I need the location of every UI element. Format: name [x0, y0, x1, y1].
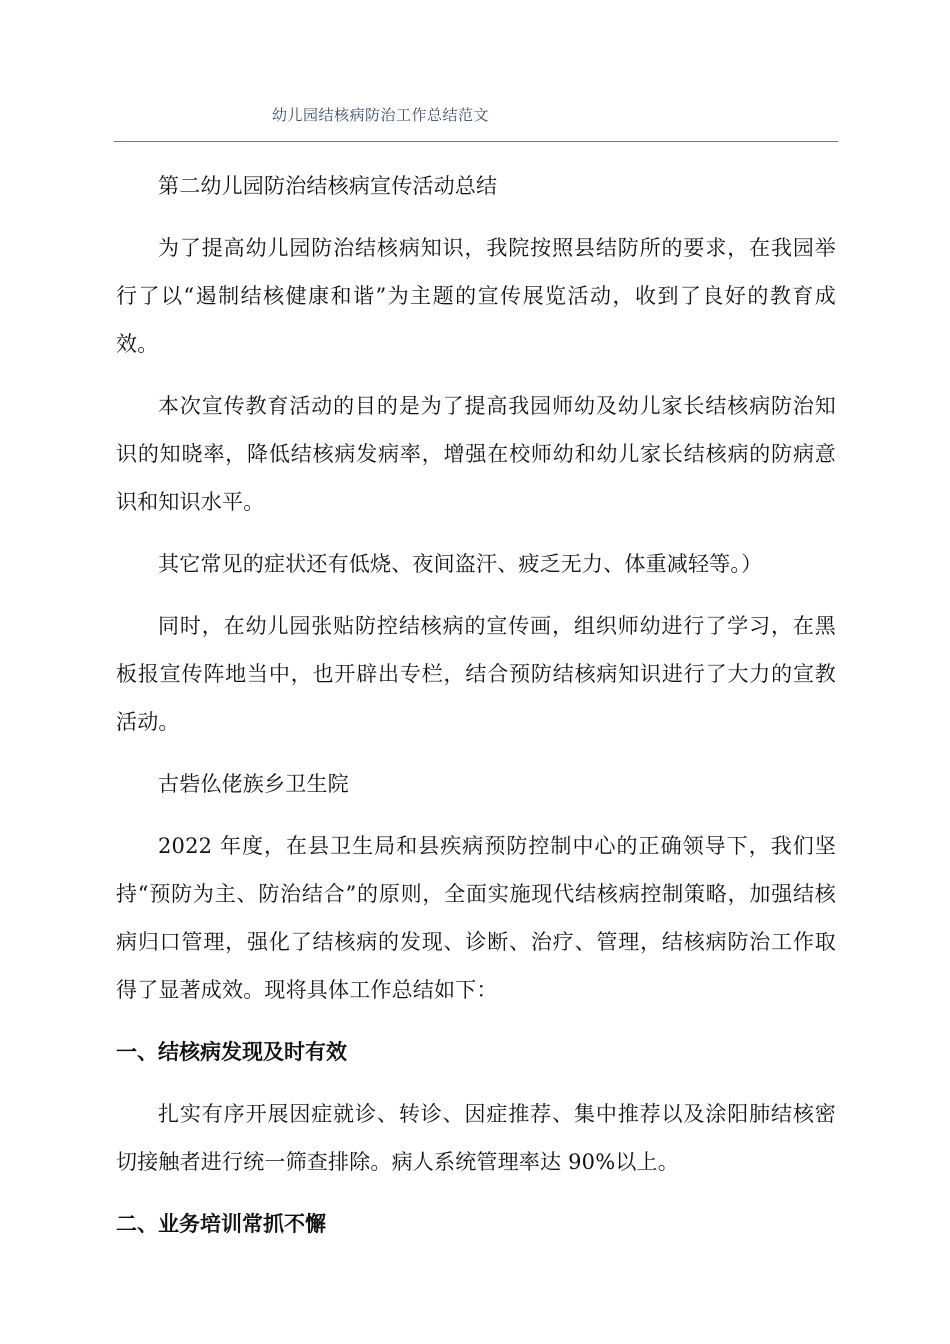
- section-heading: 二、业务培训常抓不懈: [116, 1212, 326, 1236]
- header-divider: [114, 141, 838, 142]
- paragraph: 2022 年度，在县卫生局和县疾病预防控制中心的正确领导下，我们坚持“预防为主、防治结合”的原则，全面实施现代结核病控制策略，加强结核病归口管理，强化了结核病的发现、诊断、治疗、管理，结核病防治工作取得了显著成效。现将具体工作总结如下：: [116, 834, 836, 1002]
- paragraph-organization: 古砦仫佬族乡卫生院: [158, 772, 349, 796]
- document-header-title: 幼儿园结核病防治工作总结范文: [272, 106, 490, 124]
- paragraph: 为了提高幼儿园防治结核病知识，我院按照县结防所的要求，在我园举行了以“遏制结核健康和谐”为主题的宣传展览活动，收到了良好的教育成效。: [116, 236, 836, 356]
- paragraph: 本次宣传教育活动的目的是为了提高我园师幼及幼儿家长结核病防治知识的知晓率，降低结核病发病率，增强在校师幼和幼儿家长结核病的防病意识和知识水平。: [116, 394, 836, 514]
- paragraph-title-line: 第二幼儿园防治结核病宣传活动总结: [158, 174, 498, 198]
- document-body: [116, 162, 836, 1262]
- paragraph: 其它常见的症状还有低烧、夜间盗汗、疲乏无力、体重减轻等。）: [158, 552, 763, 576]
- paragraph: 扎实有序开展因症就诊、转诊、因症推荐、集中推荐以及涂阳肺结核密切接触者进行统一筛查排除。病人系统管理率达 90%以上。: [116, 1102, 836, 1174]
- section-heading: 一、结核病发现及时有效: [116, 1040, 347, 1064]
- paragraph: 同时，在幼儿园张贴防控结核病的宣传画，组织师幼进行了学习，在黑板报宣传阵地当中，也开辟出专栏，结合预防结核病知识进行了大力的宣教活动。: [116, 614, 836, 734]
